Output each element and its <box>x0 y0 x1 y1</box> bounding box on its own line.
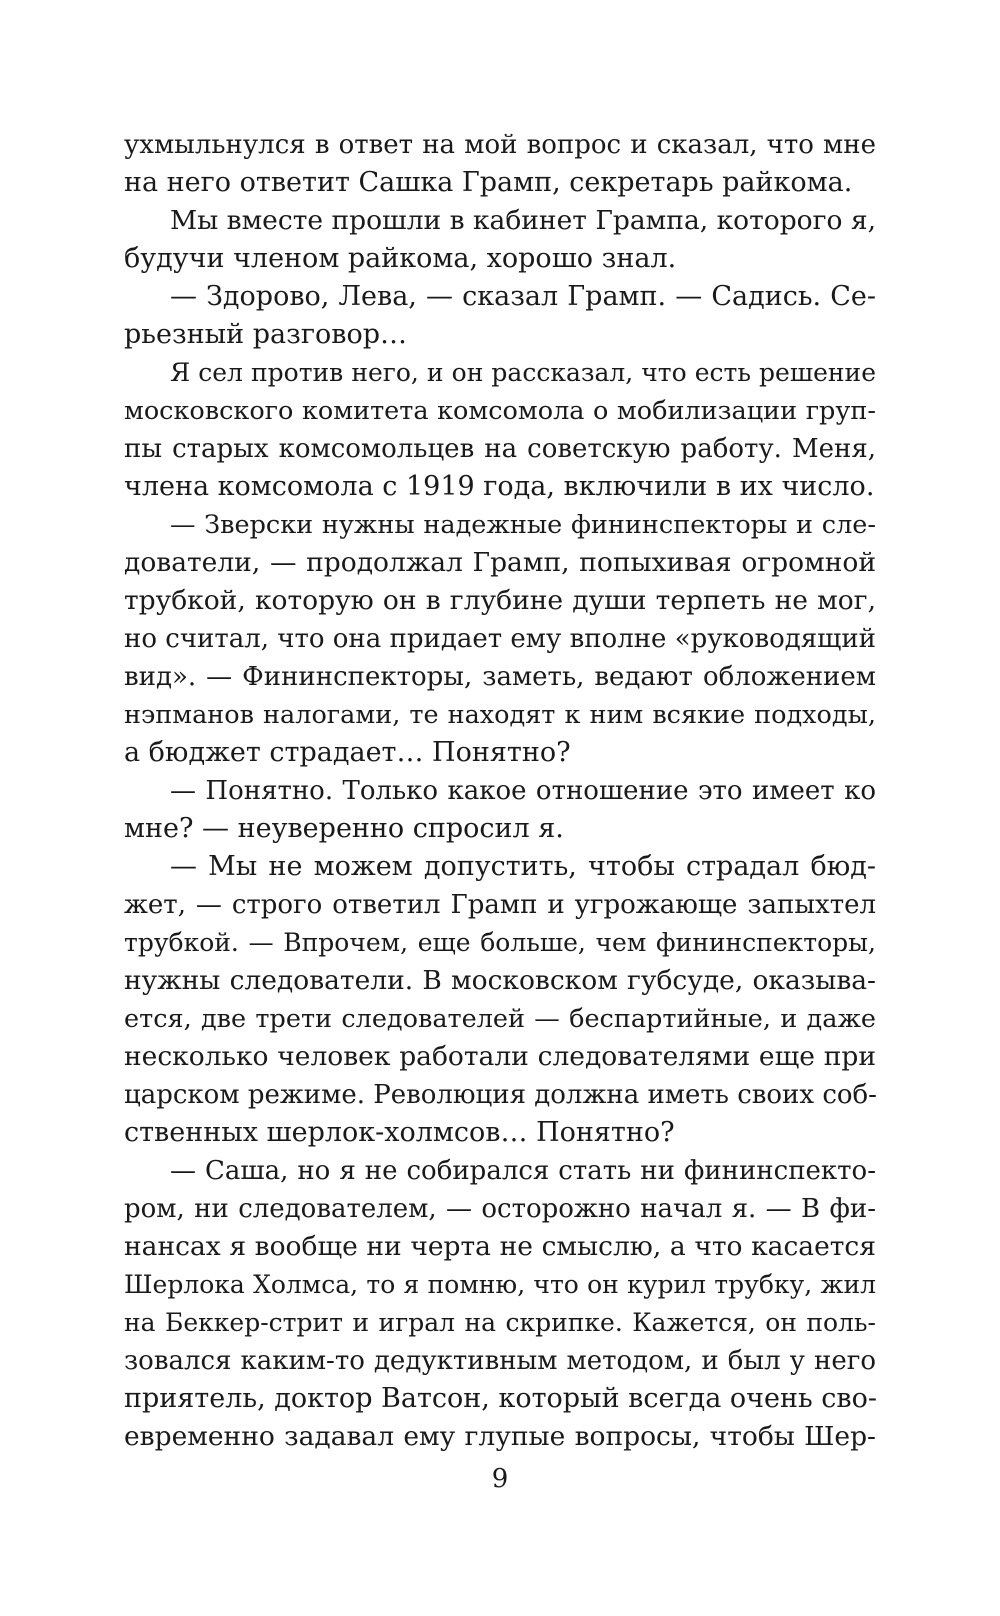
text-line: на Беккер-стрит и играл на скрипке. Кажется, он поль- <box>124 1308 876 1337</box>
text-line: Я сел против него, и он рассказал, что есть решение <box>170 358 876 387</box>
text-line: нансах я вообще ни черта не смыслю, а что касается <box>124 1231 876 1262</box>
text-line: нужны следователи. В московском губсуде, оказыва- <box>124 965 876 996</box>
page-number: 9 <box>491 1464 509 1494</box>
text-line: царском режиме. Революция должна иметь своих соб- <box>124 1080 877 1110</box>
text-line: а бюджет страдает… Понятно? <box>124 737 571 768</box>
text-line: мне? — неуверенно спросил я. <box>124 813 564 844</box>
text-line: — Саша, но я не собирался стать ни фининспекто- <box>170 1156 876 1186</box>
text-line: Шерлока Холмса, то я помню, что он курил трубку, жил <box>124 1270 876 1299</box>
text-line: рьезный разговор… <box>124 319 407 350</box>
text-line: приятель, доктор Ватсон, который всегда очень сво- <box>124 1383 877 1414</box>
text-line: — Зверски нужны надежные фининспекторы и сле- <box>170 510 876 540</box>
text-line: ственных шерлок-холмсов… Понятно? <box>124 1117 675 1148</box>
text-line: нэпманов налогами, те находят к ним всякие подходы, <box>124 700 876 730</box>
text-line: жет, — строго ответил Грамп и угрожающе запыхтел <box>124 890 876 920</box>
text-line: евременно задавал ему глупые вопросы, чтобы Шер- <box>124 1421 876 1452</box>
text-line: зовался каким-то дедуктивным методом, и был у него <box>124 1346 876 1376</box>
text-line: московского комитета комсомола о мобилизации груп- <box>124 396 876 426</box>
text-line: вид». — Фининспекторы, заметь, ведают обложением <box>124 662 876 692</box>
text-line: Мы вместе прошли в кабинет Грампа, которого я, <box>170 205 877 236</box>
text-line: но считал, что она придает ему вполне «руководящий <box>124 624 876 654</box>
text-line: на него ответит Сашка Грамп, секретарь райкома. <box>124 167 853 198</box>
text-line: — Здорово, Лева, — сказал Грамп. — Садись. Се- <box>170 281 876 312</box>
text-line: — Понятно. Только какое отношение это имеет ко <box>170 776 876 806</box>
text-line: несколько человек работали следователями еще при <box>124 1041 876 1072</box>
text-line: трубкой. — Впрочем, еще больше, чем фининспекторы, <box>124 928 876 957</box>
text-line: будучи членом райкома, хорошо знал. <box>124 243 677 274</box>
text-line: ется, две трети следователей — беспартийные, и даже <box>124 1004 876 1034</box>
page-body <box>124 126 876 1456</box>
text-line: трубкой, которую он в глубине души терпеть не мог, <box>124 585 876 616</box>
text-line: члена комсомола с 1919 года, включили в их число. <box>124 471 875 502</box>
text-line: пы старых комсомольцев на советскую работу. Меня, <box>124 434 876 464</box>
text-line: дователи, — продолжал Грамп, попыхивая огромной <box>124 547 876 578</box>
text-line: ухмыльнулся в ответ на мой вопрос и сказал, что мне <box>124 130 876 160</box>
text-line: — Мы не можем допустить, чтобы страдал бюд- <box>170 851 876 882</box>
text-line: ром, ни следователем, — осторожно начал я. — В фи- <box>124 1194 876 1224</box>
